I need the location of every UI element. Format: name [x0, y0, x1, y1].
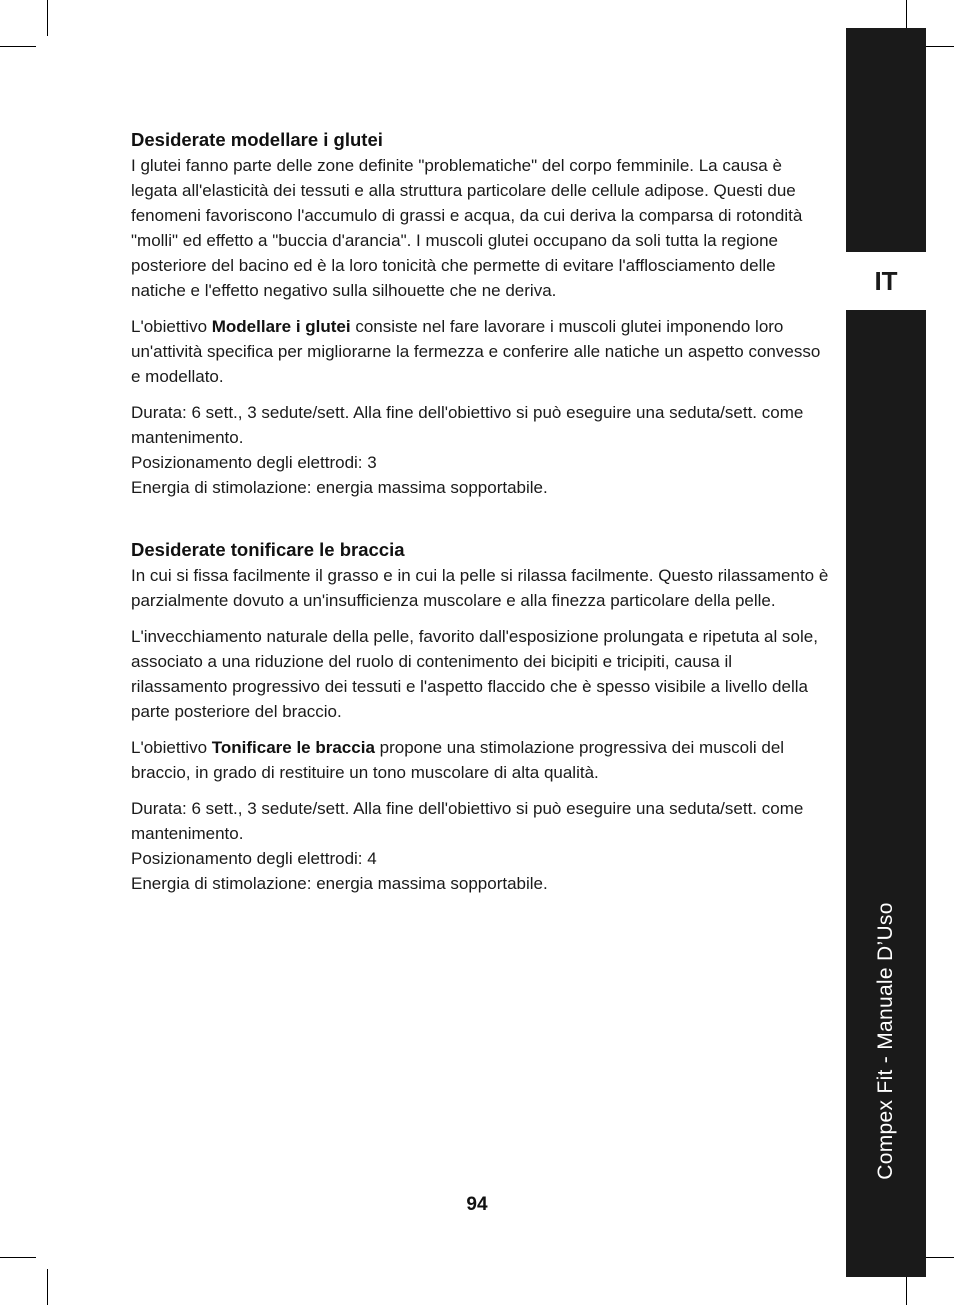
duration-text: Durata: 6 sett., 3 sedute/sett. Alla fine dell'obiettivo si può eseguire una seduta/sett. come mantenimento.	[131, 403, 804, 447]
side-tab-top-block	[846, 28, 926, 252]
energy-text: Energia di stimolazione: energia massima sopportabile.	[131, 478, 548, 497]
crop-mark	[0, 46, 36, 47]
objective-suffix: propone una stimolazione progressiva dei muscoli del braccio, in grado di restituire un tono muscolare di alta qualità.	[131, 738, 785, 782]
objective-paragraph	[131, 314, 831, 389]
body-paragraph: L'invecchiamento naturale della pelle, favorito dall'esposizione prolungata e ripetuta al sole, associato a una riduzione del ruolo di contenimento dei bicipiti e tricipiti, causa il rilassamento progressivo dei tessuti e l'aspetto flaccido che è spesso visibile a livello della parte posteriore del braccio.	[131, 627, 818, 721]
language-code: IT	[846, 252, 926, 310]
crop-mark	[47, 0, 48, 36]
section-heading: Desiderate modellare i glutei	[131, 129, 383, 150]
manual-title: Compex Fit - Manuale D’Uso	[874, 902, 897, 1180]
page-content	[131, 127, 831, 896]
duration-text: Durata: 6 sett., 3 sedute/sett. Alla fine dell'obiettivo si può eseguire una seduta/sett. come mantenimento.	[131, 799, 804, 843]
energy-text: Energia di stimolazione: energia massima sopportabile.	[131, 874, 548, 893]
objective-suffix: consiste nel fare lavorare i muscoli glutei imponendo loro un'attività specifica per migliorarne la fermezza e conferire alle natiche un aspetto convesso e modellato.	[131, 317, 821, 386]
intro-paragraph: I glutei fanno parte delle zone definite "problematiche" del corpo femminile. La causa è legata all'elasticità dei tessuti e alla struttura particolare delle cellule adipose. Questi due fenomeni favoriscono l'accumulo di grassi e acqua, da cui deriva la comparsa di rotondità "molli" ed effetto a "buccia d'arancia". I muscoli glutei occupano da soli tutta la regione posteriore del bacino ed è la loro tonicità che permette di evitare l'afflosciamento delle natiche e l'effetto negativo sulla silhouette che ne deriva.	[131, 156, 803, 300]
electrodes-text: Posizionamento degli elettrodi: 3	[131, 453, 377, 472]
section-braccia	[131, 537, 831, 896]
objective-prefix: L'obiettivo	[131, 738, 212, 757]
section-glutei	[131, 127, 831, 500]
crop-mark	[0, 1257, 36, 1258]
objective-paragraph	[131, 735, 831, 785]
objective-prefix: L'obiettivo	[131, 317, 212, 336]
objective-name: Modellare i glutei	[211, 317, 351, 336]
section-heading: Desiderate tonificare le braccia	[131, 539, 405, 560]
crop-mark	[47, 1269, 48, 1305]
intro-paragraph: In cui si fissa facilmente il grasso e in cui la pelle si rilassa facilmente. Questo rilassamento è parzialmente dovuto a un'insufficienza muscolare e alla finezza particolare della pelle.	[131, 566, 829, 610]
electrodes-text: Posizionamento degli elettrodi: 4	[131, 849, 377, 868]
page-number: 94	[466, 1194, 488, 1215]
objective-name: Tonificare le braccia	[211, 738, 375, 757]
side-tab	[846, 28, 926, 1277]
